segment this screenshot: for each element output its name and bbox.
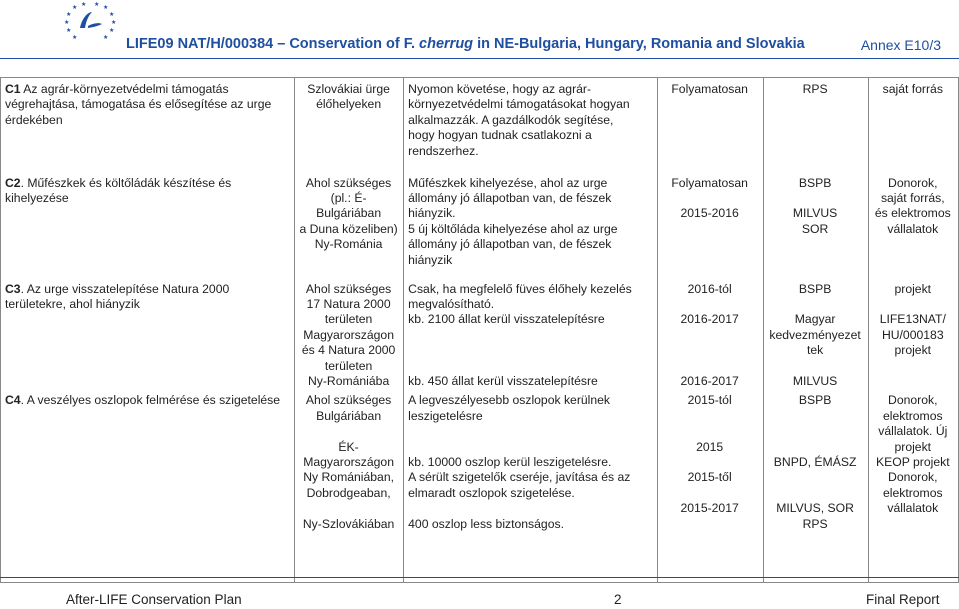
funding-cell <box>868 172 958 278</box>
cell-line: saját forrás <box>882 82 943 96</box>
cell-line: környezetvédelmi támogatásokat hogyan <box>408 97 630 112</box>
cell-line: megvalósítható. <box>408 296 495 311</box>
cell-line <box>408 440 652 455</box>
task-code: C3 <box>5 281 21 296</box>
cell-line <box>768 191 863 206</box>
cell-line: (pl.: É-Bulgáriában <box>316 190 382 221</box>
cell-line: a Duna közeliben) <box>299 221 398 236</box>
cell-line: és 4 Natura 2000 <box>301 343 396 358</box>
cell-line: A legveszélyesebb oszlopok kerülnek <box>408 393 611 408</box>
cell-line <box>662 455 758 470</box>
cell-line: 17 Natura 2000 <box>306 296 391 311</box>
cell-line: RPS <box>802 516 828 531</box>
cell-line: rendszerhez. <box>408 143 479 158</box>
table-row <box>1 172 959 278</box>
cell-line: Folyamatosan <box>671 175 748 190</box>
cell-line: MILVUS, SOR <box>776 501 854 516</box>
activity-cell <box>404 389 658 582</box>
life-logo <box>52 0 128 42</box>
cell-line: MILVUS <box>792 206 838 221</box>
activity-cell <box>404 78 658 172</box>
task-code: C4 <box>5 393 21 408</box>
cell-line: kb. 450 állat kerül visszatelepítésre <box>408 373 598 388</box>
cell-line: állomány jó állapotban van, de fészek <box>408 237 612 252</box>
cell-line: Donorok, <box>888 175 938 190</box>
cell-line <box>408 501 652 516</box>
cell-line: elektromos <box>882 408 943 423</box>
footer-rule <box>0 577 959 578</box>
task-cell <box>1 172 295 278</box>
responsible-cell <box>763 78 868 172</box>
activity-cell <box>404 278 658 390</box>
cell-line: Magyar <box>794 312 836 327</box>
cell-line: kb. 2100 állat kerül visszatelepítésre <box>408 312 605 327</box>
cell-line <box>299 501 398 516</box>
svg-text:★: ★ <box>72 34 78 41</box>
cell-line <box>662 409 758 424</box>
cell-line: Ahol szükséges <box>305 175 392 190</box>
table-row <box>1 78 959 172</box>
location-cell <box>295 78 404 172</box>
funding-cell <box>868 278 958 390</box>
cell-line: hogy hogyan tudnak csatlakozni a <box>408 128 592 143</box>
cell-line: 2015-től <box>687 470 732 485</box>
cell-line: alkalmazzák. A gazdálkodók segítése, <box>408 112 614 127</box>
cell-line: kb. 10000 oszlop kerül leszigetelésre. <box>408 454 612 469</box>
cell-line <box>662 297 758 312</box>
timing-cell <box>657 78 763 172</box>
cell-line: BSPB <box>798 175 832 190</box>
footer-left: After-LIFE Conservation Plan <box>66 592 242 607</box>
svg-text:★: ★ <box>111 19 117 26</box>
cell-line <box>768 440 863 455</box>
cell-line <box>662 191 758 206</box>
cell-line: hiányzik <box>408 252 453 267</box>
cell-line: leszigetelésre <box>408 408 483 423</box>
timing-cell <box>657 278 763 390</box>
cell-line: Műfészkek kihelyezése, ahol az urge <box>408 175 608 190</box>
cell-line: 2015-tól <box>687 393 732 408</box>
cell-line: RPS <box>802 82 828 96</box>
cell-line <box>768 424 863 439</box>
project-title: LIFE09 NAT/H/000384 – Conservation of F. cherrug in NE-Bulgaria, Hungary, Romania and Slovakia <box>126 36 805 52</box>
cell-line: Ahol szükséges <box>305 393 392 408</box>
cell-line: HU/000183 <box>881 327 944 342</box>
cell-line: kedvezményezet <box>769 327 861 342</box>
cell-line: Dobrodgeaban, <box>306 485 391 500</box>
task-code: C2 <box>5 175 21 190</box>
cell-line: SOR <box>801 221 829 236</box>
cell-line <box>662 359 758 374</box>
svg-text:★: ★ <box>109 11 115 18</box>
action-table <box>0 77 959 583</box>
cell-line: Nyomon követése, hogy az agrár- <box>408 82 592 96</box>
cell-line: projekt <box>894 281 932 296</box>
cell-line: Ahol szükséges <box>305 281 392 296</box>
cell-line <box>662 486 758 501</box>
task-text: Az agrár-környezetvédelmi támogatás végrehajtása, támogatása és elősegítése az urge érdekében <box>5 82 272 127</box>
location-cell <box>295 172 404 278</box>
responsible-cell <box>763 278 868 390</box>
cell-line: 2016-2017 <box>680 312 739 327</box>
cell-line: Donorok, <box>888 393 938 408</box>
cell-line: A sérült szigetelők cseréje, javítása és az <box>408 470 631 485</box>
cell-line: Folyamatosan <box>671 82 748 96</box>
annex-label: Annex E10/3 <box>860 37 941 53</box>
cell-line: Ny-Romániába <box>307 373 390 388</box>
footer-right: Final Report <box>866 592 940 607</box>
cell-line: állomány jó állapotban van, de fészek <box>408 190 612 205</box>
cell-line: területen <box>324 358 373 373</box>
task-text: . Az urge visszatelepítése Natura 2000 területekre, ahol hiányzik <box>5 281 230 311</box>
cell-line: 400 oszlop less biztonságos. <box>408 516 564 531</box>
cell-line: KEOP projekt <box>875 454 950 469</box>
responsible-cell <box>763 389 868 582</box>
cell-line <box>408 328 652 343</box>
svg-text:★: ★ <box>109 27 115 34</box>
funding-cell <box>868 78 958 172</box>
cell-line: Csak, ha megfelelő füves élőhely kezelés <box>408 281 632 296</box>
cell-line: és elektromos <box>874 206 951 221</box>
svg-text:★: ★ <box>66 11 72 18</box>
timing-cell <box>657 389 763 582</box>
cell-line: Donorok, <box>888 470 938 485</box>
cell-line: vállalatok. Új <box>878 424 948 439</box>
location-cell <box>295 278 404 390</box>
table-row <box>1 389 959 582</box>
cell-line: Magyarországon <box>303 454 394 469</box>
cell-line: elmaradt oszlopok szigetelése. <box>408 485 575 500</box>
cell-line: vállalatok <box>887 501 939 516</box>
cell-line: 2015-2016 <box>680 206 739 221</box>
cell-line: 5 új költőláda kihelyezése ahol az urge <box>408 221 618 236</box>
cell-line <box>662 424 758 439</box>
cell-line: élőhelyeken <box>316 97 382 112</box>
cell-line: 2015 <box>696 439 724 454</box>
task-text: . Műfészkek és költőládák készítése és kihelyezése <box>5 175 232 205</box>
cell-line: Szlovákiai ürge <box>307 82 390 96</box>
task-cell <box>1 278 295 390</box>
cell-line: projekt <box>894 439 932 454</box>
cell-line <box>768 409 863 424</box>
cell-line: Ny Romániában, <box>303 470 394 485</box>
footer-page-number: 2 <box>614 592 622 607</box>
svg-text:★: ★ <box>103 4 109 11</box>
cell-line <box>662 328 758 343</box>
cell-line <box>408 424 652 439</box>
cell-line <box>408 343 652 358</box>
cell-line <box>299 424 398 439</box>
svg-text:★: ★ <box>94 1 100 8</box>
svg-text:★: ★ <box>81 1 87 8</box>
cell-line: Ny-Románia <box>314 237 383 252</box>
cell-line <box>768 470 863 485</box>
cell-line: Ny-Szlovákiában <box>302 516 395 531</box>
task-text: . A veszélyes oszlopok felmérése és szigetelése <box>20 393 281 408</box>
cell-line: BSPB <box>798 281 832 296</box>
cell-line: Bulgáriában <box>316 408 382 423</box>
task-cell <box>1 389 295 582</box>
svg-text:★: ★ <box>72 4 78 11</box>
cell-line: elektromos <box>882 485 943 500</box>
timing-cell <box>657 172 763 278</box>
cell-line <box>768 486 863 501</box>
cell-line: 2016-tól <box>687 281 732 296</box>
responsible-cell <box>763 172 868 278</box>
cell-line: MILVUS <box>792 373 838 388</box>
cell-line <box>768 297 863 312</box>
cell-line: Magyarországon <box>303 327 394 342</box>
svg-text:★: ★ <box>103 34 109 41</box>
cell-line: saját forrás, <box>880 190 945 205</box>
cell-line: hiányzik. <box>408 206 456 221</box>
location-cell <box>295 389 404 582</box>
cell-line <box>408 359 652 374</box>
svg-text:★: ★ <box>64 19 70 26</box>
cell-line: tek <box>806 343 824 358</box>
header-rule <box>0 58 959 59</box>
cell-line: 2015-2017 <box>680 501 739 516</box>
cell-line: projekt <box>894 343 932 358</box>
activity-cell <box>404 172 658 278</box>
cell-line: BSPB <box>798 393 832 408</box>
cell-line <box>662 343 758 358</box>
cell-line: ÉK- <box>338 439 359 454</box>
cell-line: 2016-2017 <box>680 373 739 388</box>
svg-text:★: ★ <box>66 27 72 34</box>
task-code: C1 <box>5 82 21 96</box>
table-row <box>1 278 959 390</box>
cell-line: BNPD, ÉMÁSZ <box>773 454 857 469</box>
task-cell <box>1 78 295 172</box>
cell-line <box>873 297 953 312</box>
cell-line: területen <box>324 312 373 327</box>
cell-line: LIFE13NAT/ <box>879 312 946 327</box>
funding-cell <box>868 389 958 582</box>
cell-line: vállalatok <box>887 221 939 236</box>
cell-line <box>768 359 863 374</box>
